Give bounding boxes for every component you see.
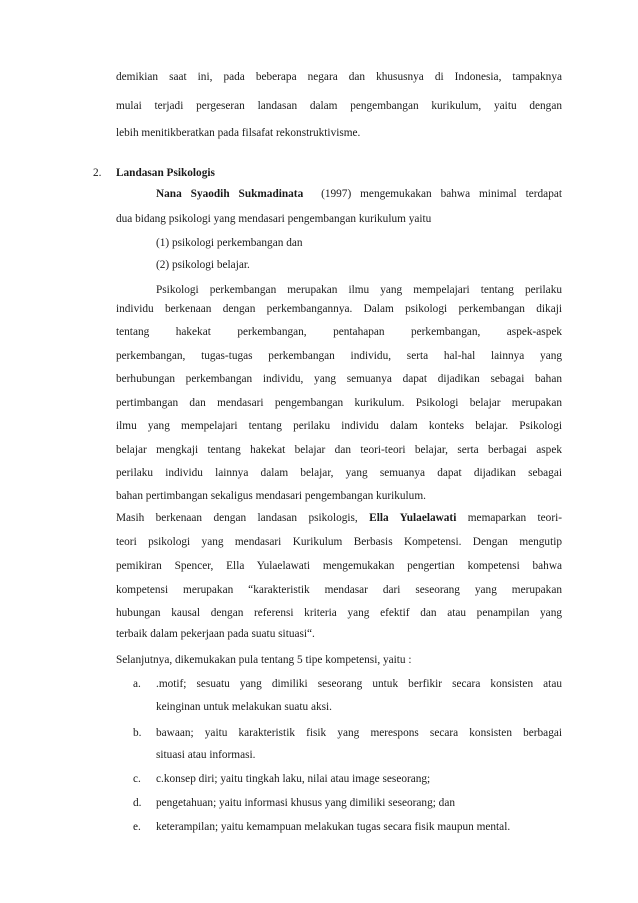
p3-line-1-post: memaparkan teori- xyxy=(467,512,562,524)
p3-line-6: terbaik dalam pekerjaan pada suatu situasi“. xyxy=(116,628,315,640)
p2-line-1: Psikologi perkembangan merupakan ilmu yang mempelajari tentang perilaku xyxy=(156,284,562,296)
p1-item-1: (1) psikologi perkembangan dan xyxy=(156,237,303,249)
p3-line-2: teori psikologi yang mendasari Kurikulum Berbasis Kompetensi. Dengan mengutip xyxy=(116,536,562,548)
p2-line-3: tentang hakekat perkembangan, pentahapan perkembangan, aspek-aspek xyxy=(116,326,562,338)
p2-line-7: ilmu yang mempelajari tentang perilaku individu dalam konteks belajar. Psikologi xyxy=(116,420,562,432)
intro-line-3: lebih menitikberatkan pada filsafat rekonstruktivisme. xyxy=(116,127,361,139)
p1-line-1 xyxy=(156,185,562,203)
p3-line-5: hubungan kausal dengan referensi kriteria yang efektif dan atau penampilan yang xyxy=(116,607,562,619)
p1-line-2: dua bidang psikologi yang mendasari pengembangan kurikulum yaitu xyxy=(116,213,432,225)
section-number: 2. xyxy=(93,167,102,179)
list-item-b-line-2: situasi atau informasi. xyxy=(156,749,256,761)
intro-line-1: demikian saat ini, pada beberapa negara dan khususnya di Indonesia, tampaknya xyxy=(116,71,562,83)
list-item-b-letter: b. xyxy=(133,727,142,739)
p2-line-5: berhubungan perkembangan individu, yang semuanya dapat dijadikan sebagai bahan xyxy=(116,373,562,385)
p2-line-2: individu berkenaan dengan perkembangannya. Dalam psikologi perkembangan dikaji xyxy=(116,303,562,315)
p3-line-1 xyxy=(116,509,562,527)
list-item-d-letter: d. xyxy=(133,797,142,809)
list-item-b-line-1: bawaan; yaitu karakteristik fisik yang merespons secara konsisten berbagai xyxy=(156,727,562,739)
intro-line-2: mulai terjadi pergeseran landasan dalam pengembangan kurikulum, yaitu dengan xyxy=(116,100,562,112)
p2-line-10: bahan pertimbangan sekaligus mendasari pengembangan kurikulum. xyxy=(116,490,426,502)
p3-line-4: kompetensi merupakan “karakteristik mendasar dari seseorang yang merupakan xyxy=(116,584,562,596)
p1-line-1-rest: (1997) mengemukakan bahwa minimal terdapat xyxy=(321,188,562,200)
list-item-c-line-1: c.konsep diri; yaitu tingkah laku, nilai atau image seseorang; xyxy=(156,773,431,785)
p3-line-1-pre: Masih berkenaan dengan landasan psikologis, xyxy=(116,512,358,524)
section-title: Landasan Psikologis xyxy=(116,167,215,179)
list-item-e-line-1: keterampilan; yaitu kemampuan melakukan tugas secara fisik maupun mental. xyxy=(156,821,511,833)
list-item-a-line-1: .motif; sesuatu yang dimiliki seseorang untuk berfikir secara konsisten atau xyxy=(156,678,562,690)
list-item-e-letter: e. xyxy=(133,821,141,833)
list-item-c-letter: c. xyxy=(133,773,141,785)
p2-line-8: belajar mengkaji tentang hakekat belajar dan teori-teori belajar, serta berbagai aspek xyxy=(116,444,562,456)
p2-line-6: pertimbangan dan mendasari pengembangan kurikulum. Psikologi belajar merupakan xyxy=(116,397,562,409)
p1-item-2: (2) psikologi belajar. xyxy=(156,259,250,271)
author-name: Nana Syaodih Sukmadinata xyxy=(156,188,304,200)
list-item-d-line-1: pengetahuan; yaitu informasi khusus yang dimiliki seseorang; dan xyxy=(156,797,455,809)
author-name-2: Ella Yulaelawati xyxy=(369,512,457,524)
p4-line-1: Selanjutnya, dikemukakan pula tentang 5 tipe kompetensi, yaitu : xyxy=(116,654,412,666)
list-item-a-line-2: keinginan untuk melakukan suatu aksi. xyxy=(156,701,333,713)
list-item-a-letter: a. xyxy=(133,678,141,690)
p2-line-9: perilaku individu lainnya dalam belajar, yang semuanya dapat dijadikan sebagai xyxy=(116,467,562,479)
p2-line-4: perkembangan, tugas-tugas perkembangan individu, serta hal-hal lainnya yang xyxy=(116,350,562,362)
p3-line-3: pemikiran Spencer, Ella Yulaelawati mengemukakan pengertian kompetensi bahwa xyxy=(116,560,562,572)
